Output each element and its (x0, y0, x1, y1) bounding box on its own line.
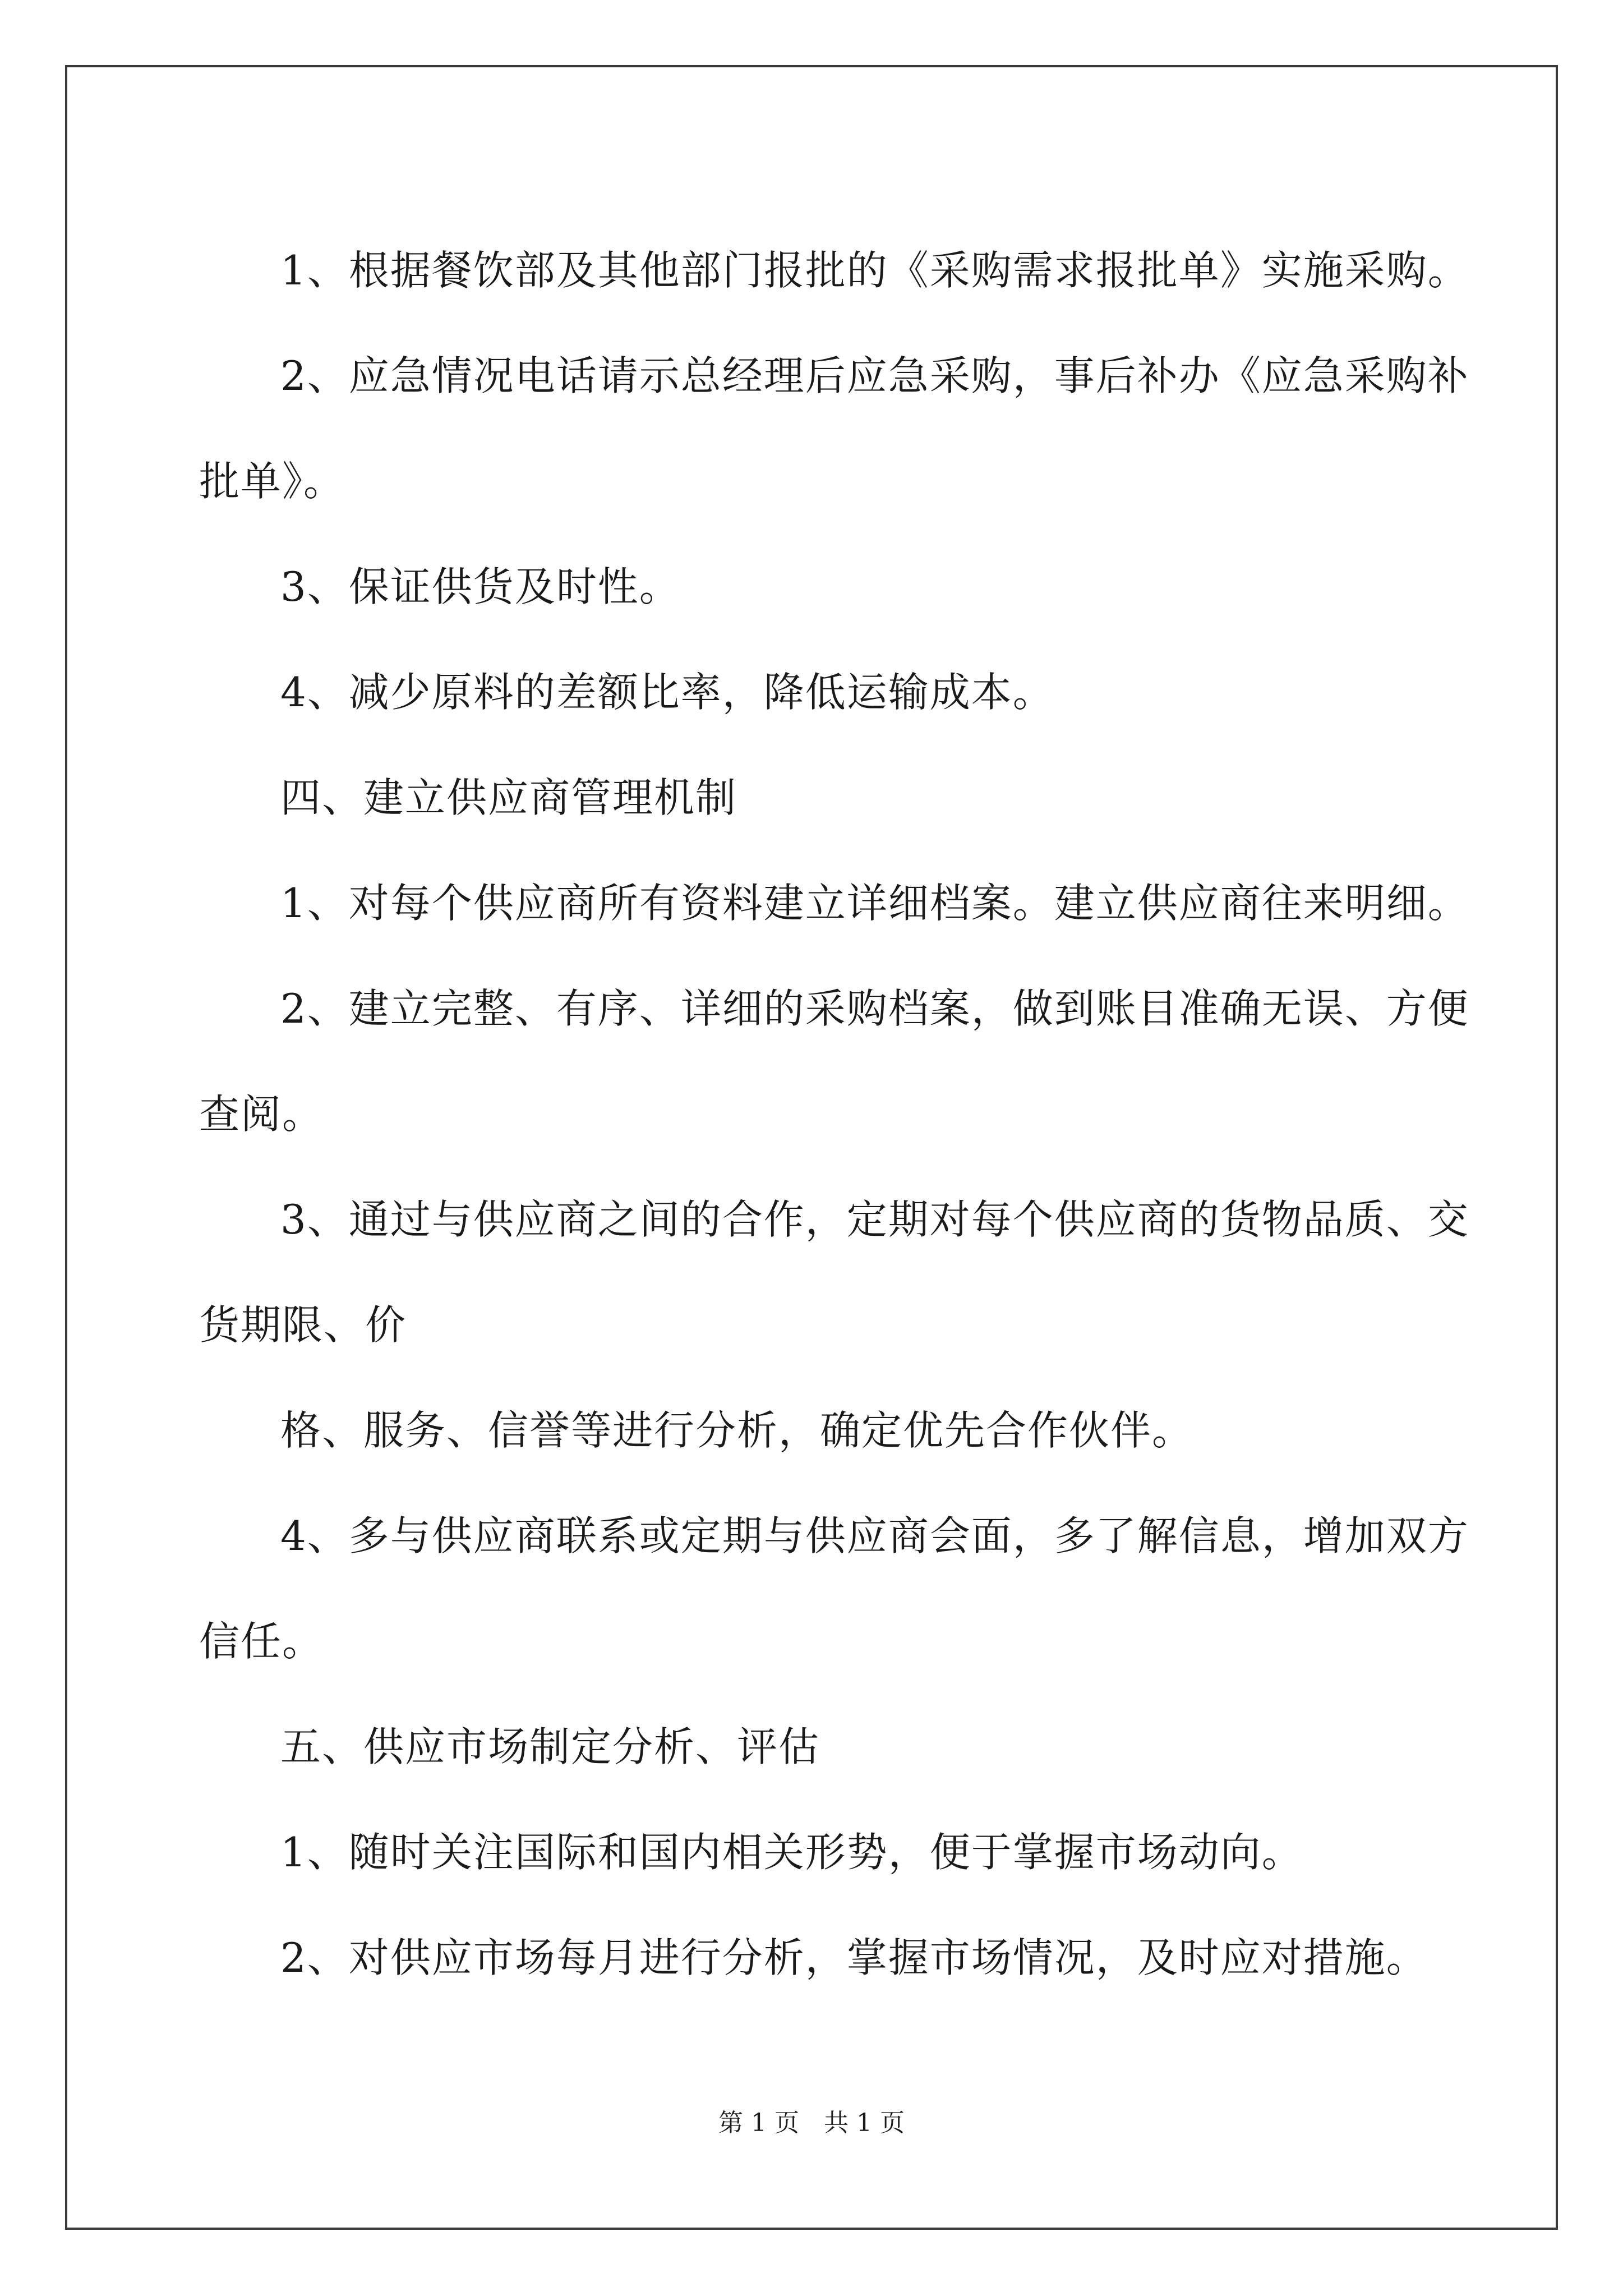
document-body (199, 218, 1469, 2010)
paragraph-continuation: 货期限、价 (199, 1301, 407, 1349)
paragraph: 2、建立完整、有序、详细的采购档案，做到账目准确无误、方便 (280, 985, 1469, 1032)
paragraph: 3、保证供货及时性。 (280, 563, 681, 610)
paragraph: 2、应急情况电话请示总经理后应急采购，事后补办《应急采购补 (280, 352, 1469, 399)
paragraph: 2、对供应市场每月进行分析，掌握市场情况，及时应对措施。 (280, 1934, 1428, 1981)
paragraph: 1、根据餐饮部及其他部门报批的《采购需求报批单》实施采购。 (280, 247, 1469, 294)
paragraph-continuation: 查阅。 (199, 1091, 324, 1138)
paragraph: 1、随时关注国际和国内相关形势，便于掌握市场动向。 (280, 1829, 1303, 1876)
paragraph: 4、多与供应商联系或定期与供应商会面，多了解信息，增加双方 (280, 1512, 1469, 1559)
paragraph-continuation: 批单》。 (199, 458, 345, 505)
paragraph: 4、减少原料的差额比率，降低运输成本。 (280, 669, 1054, 716)
paragraph: 3、通过与供应商之间的合作，定期对每个供应商的货物品质、交 (280, 1196, 1469, 1243)
paragraph: 1、对每个供应商所有资料建立详细档案。建立供应商往来明细。 (280, 880, 1469, 927)
page-number-footer: 第 1 页 共 1 页 (718, 2109, 905, 2137)
paragraph: 格、服务、信誉等进行分析，确定优先合作伙伴。 (280, 1407, 1194, 1454)
section-heading: 四、建立供应商管理机制 (280, 774, 737, 821)
paragraph-continuation: 信任。 (199, 1618, 324, 1665)
section-heading: 五、供应市场制定分析、评估 (280, 1723, 820, 1770)
